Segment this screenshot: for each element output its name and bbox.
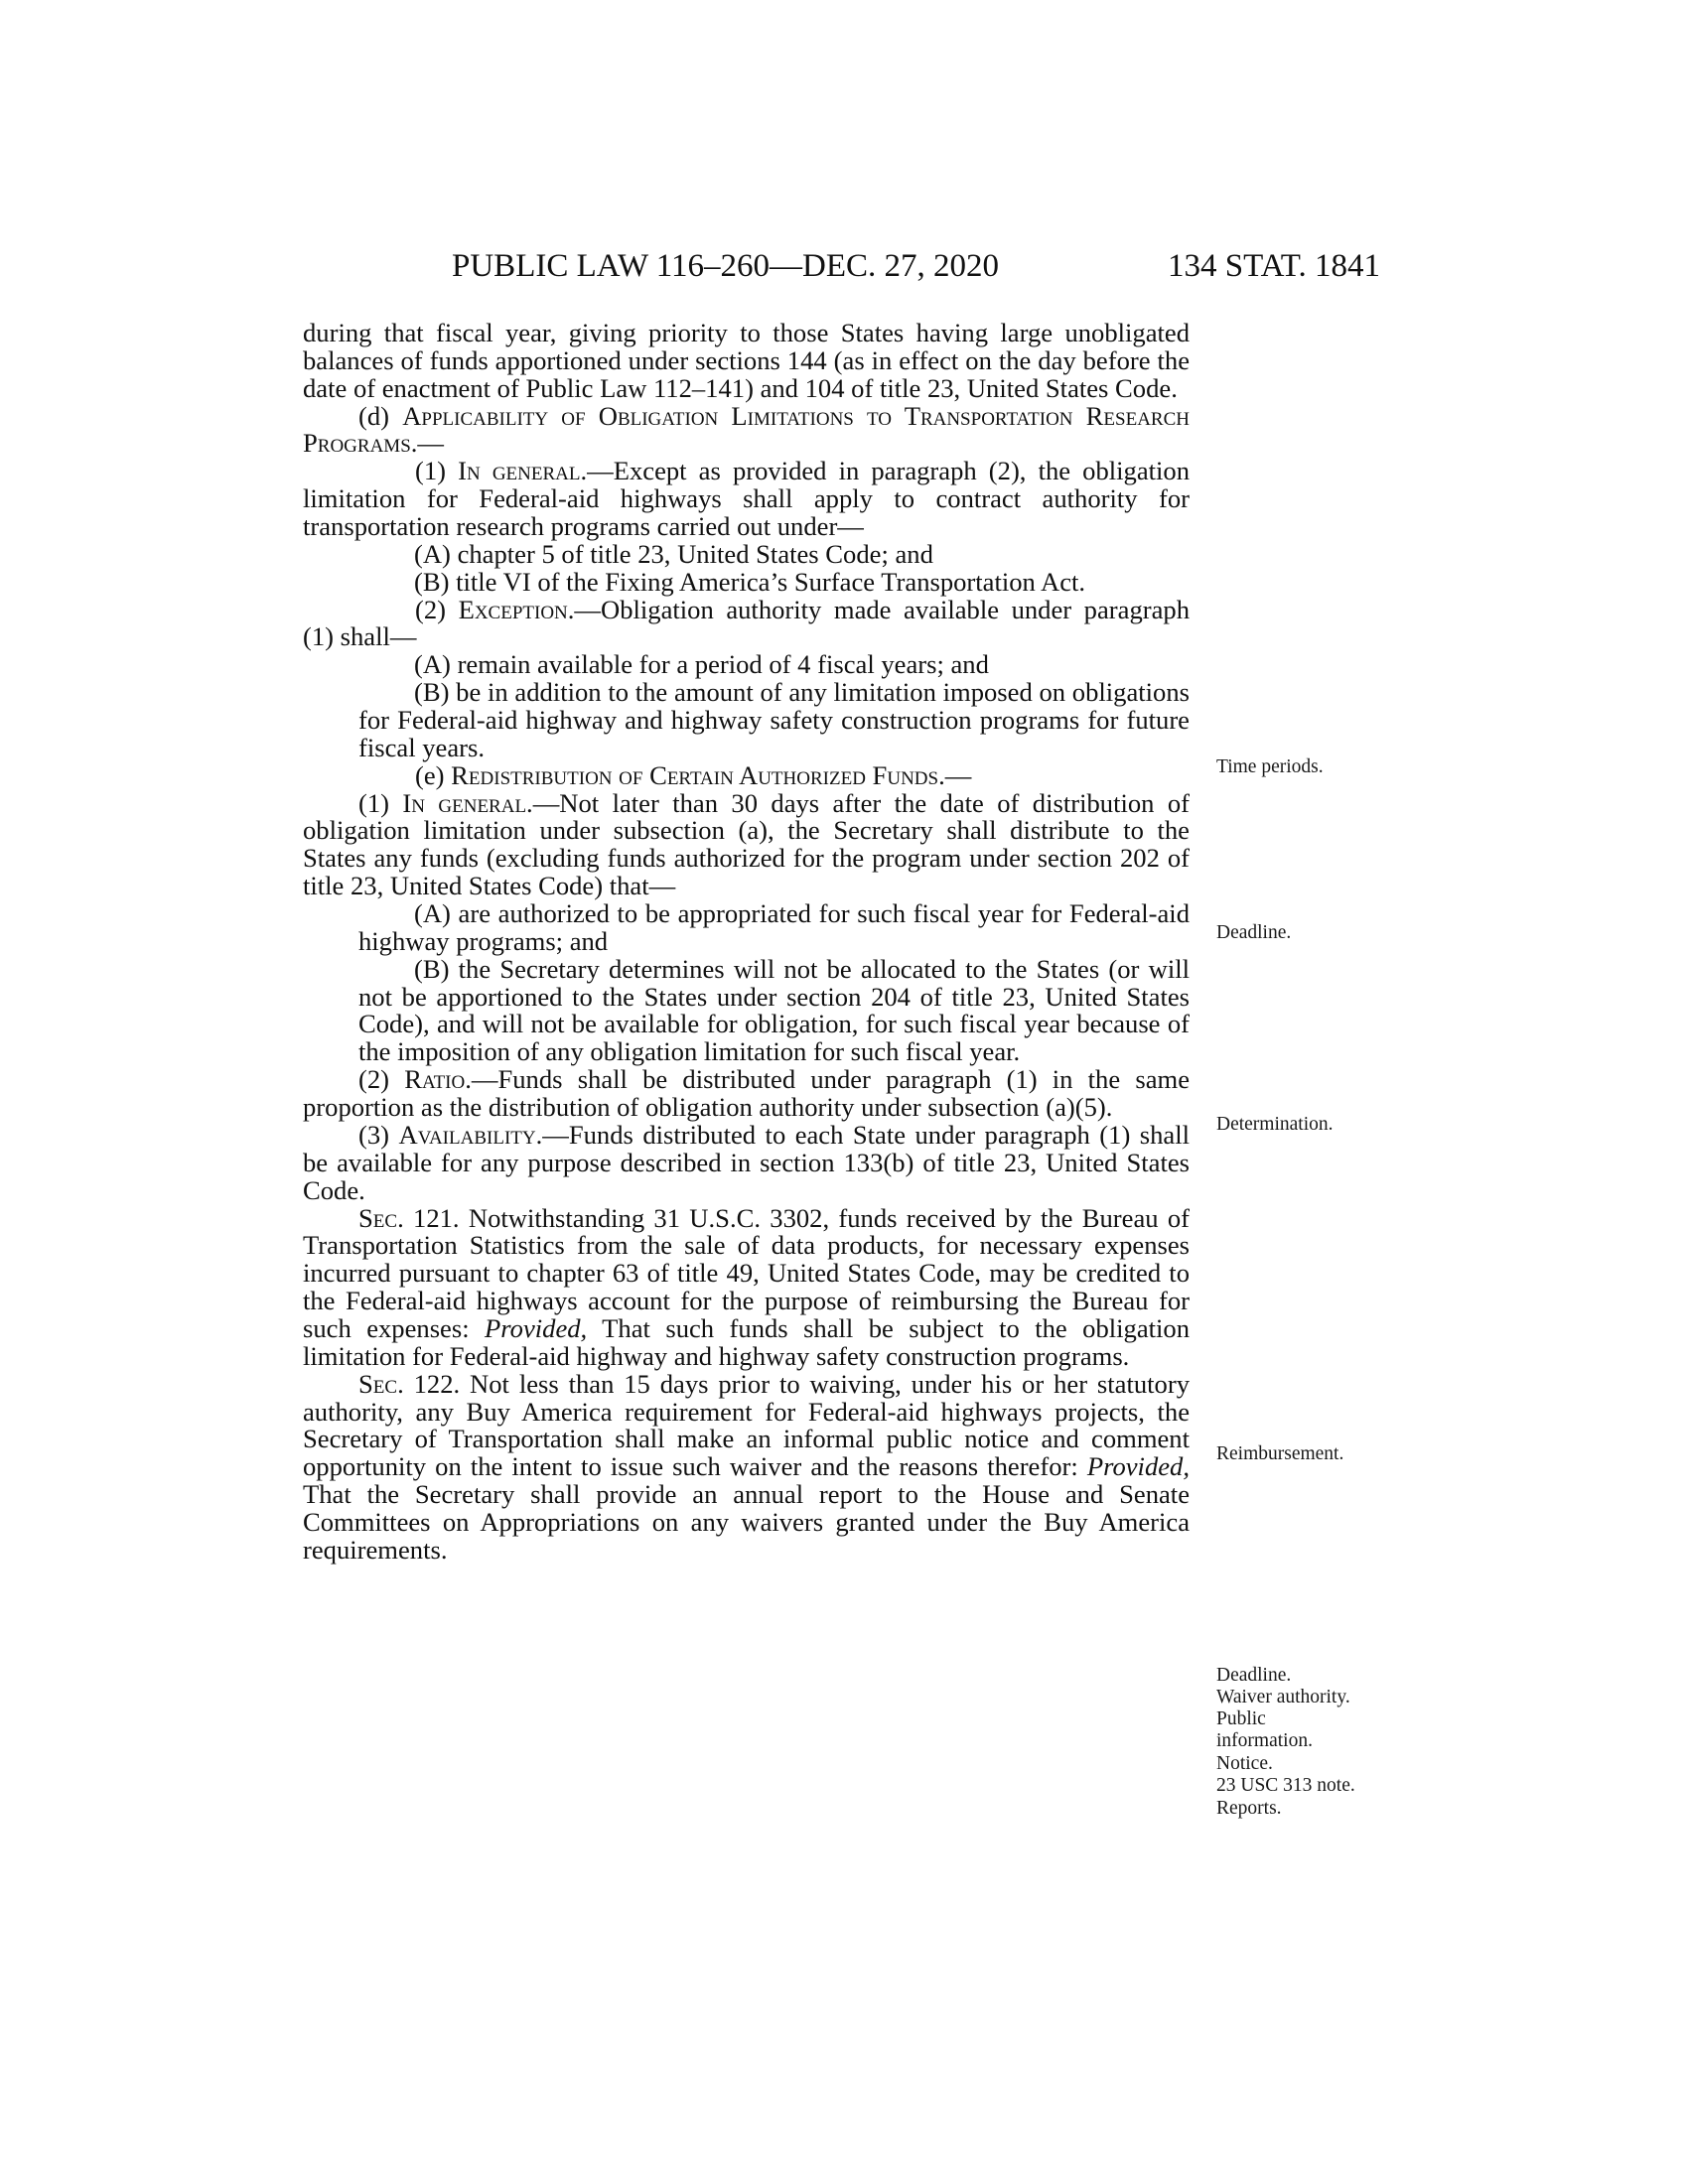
section-122-label: Sec. bbox=[358, 1368, 404, 1399]
sidenote-deadline: Deadline. bbox=[1216, 922, 1292, 943]
paragraph-e2-heading: Ratio. bbox=[404, 1064, 472, 1095]
statute-text bbox=[303, 320, 1190, 1565]
paragraph-d1: (1) In general.—Except as provided in paragraph (2), the obligation limitation for Federal-aid highways shall apply to contract authority for transportation research programs carried out under— bbox=[303, 456, 1191, 542]
clause-e1A: (A) are authorized to be appropriated for such fiscal year for Federal-aid highway programs; and bbox=[358, 898, 1190, 956]
paragraph-e1: (1) In general.—Not later than 30 days after the date of distribution of obligation limitation under subsection (a), the Secretary shall distribute to the States any funds (excluding funds authorized for the program under section 202 of title 23, United States Code) that— bbox=[303, 787, 1190, 901]
sidenote-waiver-authority: Waiver authority. bbox=[1216, 1687, 1350, 1707]
subsection-d: (d) Applicability of Obligation Limitations to Transportation Research Programs.— bbox=[303, 400, 1190, 459]
sidenote-notice: Notice. bbox=[1216, 1753, 1273, 1774]
paragraph-d1-heading: In general. bbox=[458, 456, 588, 486]
section-121: Sec. 121. Notwithstanding 31 U.S.C. 3302, funds received by the Bureau of Transportation Statistics from the sale of data products, for necessary expenses incurred pursuant to chapter 63 of title 49, United States Code, may be credited to the Federal-aid highways account for the purpose of reimbursing the Bureau for such expenses: Provided, That such funds shall be subject to the obligation limitation for Federal-aid highway and highway safety construction programs. bbox=[303, 1202, 1190, 1371]
paragraph-d2-heading: Exception. bbox=[458, 594, 575, 624]
sidenote-public: Public bbox=[1216, 1708, 1266, 1729]
subsection-e: (e) Redistribution of Certain Authorized Funds.— bbox=[415, 759, 972, 790]
sidenote-information: information. bbox=[1216, 1730, 1313, 1751]
statute-page-number: 134 STAT. 1841 bbox=[1167, 248, 1380, 284]
subsection-e-heading: Redistribution of Certain Authorized Funds. bbox=[451, 759, 945, 790]
paragraph-d2: (2) Exception.—Obligation authority made available under paragraph (1) shall— bbox=[303, 594, 1190, 652]
paragraph-e2: (2) Ratio.—Funds shall be distributed under paragraph (1) in the same proportion as the distribution of obligation authority under subsection (a)(5). bbox=[303, 1064, 1190, 1123]
sidenote-determination: Determination. bbox=[1216, 1114, 1334, 1135]
clause-d1A: (A) chapter 5 of title 23, United States Code; and bbox=[414, 538, 933, 569]
section-121-label: Sec. bbox=[358, 1202, 404, 1233]
section-122: Sec. 122. Not less than 15 days prior to waiving, under his or her statutory authority, any Buy America requirement for Federal-aid highways projects, the Secretary of Transportation shall make an informal public notice and comment opportunity on the intent to issue such waiver and the reasons therefor: Provided, That the Secretary shall provide an annual report to the House and Senate Committees on Appropriations on any waivers granted under the Buy America requirements. bbox=[303, 1368, 1190, 1565]
page-header bbox=[452, 248, 1380, 288]
clause-d1B: (B) title VI of the Fixing America’s Surface Transportation Act. bbox=[414, 566, 1086, 597]
paragraph-e3-heading: Availability. bbox=[398, 1119, 543, 1150]
sidenote-usc-citation: 23 USC 313 note. bbox=[1216, 1775, 1355, 1796]
clause-e1B: (B) the Secretary determines will not be allocated to the States (or will not be apportioned to the States under section 204 of title 23, United States Code), and will not be available for obligation, for such fiscal year because of the imposition of any obligation limitation for such fiscal year. bbox=[358, 953, 1190, 1067]
paragraph-continuation: during that fiscal year, giving priority to those States having large unobligated balances of funds apportioned under sections 144 (as in effect on the day before the date of enactment of Public Law 112–141) and 104 of title 23, United States Code. bbox=[303, 318, 1190, 403]
clause-d2B: (B) be in addition to the amount of any limitation imposed on obligations for Federal-aid highway and highway safety construction programs for future fiscal years. bbox=[358, 677, 1190, 762]
paragraph-e1-heading: In general. bbox=[402, 787, 533, 818]
sidenote-deadline: Deadline. bbox=[1216, 1665, 1292, 1686]
paragraph-e3: (3) Availability.—Funds distributed to each State under paragraph (1) shall be available for any purpose described in section 133(b) of title 23, United States Code. bbox=[303, 1119, 1190, 1205]
sidenote-time-periods: Time periods. bbox=[1216, 756, 1324, 777]
law-citation: PUBLIC LAW 116–260—DEC. 27, 2020 bbox=[452, 248, 1000, 284]
subsection-d-heading: Applicability of Obligation Limitations to Transportation Research Programs. bbox=[303, 400, 1190, 459]
sidenote-reimbursement: Reimbursement. bbox=[1216, 1443, 1344, 1464]
clause-d2A: (A) remain available for a period of 4 fiscal years; and bbox=[414, 649, 989, 680]
sidenote-reports: Reports. bbox=[1216, 1798, 1282, 1819]
